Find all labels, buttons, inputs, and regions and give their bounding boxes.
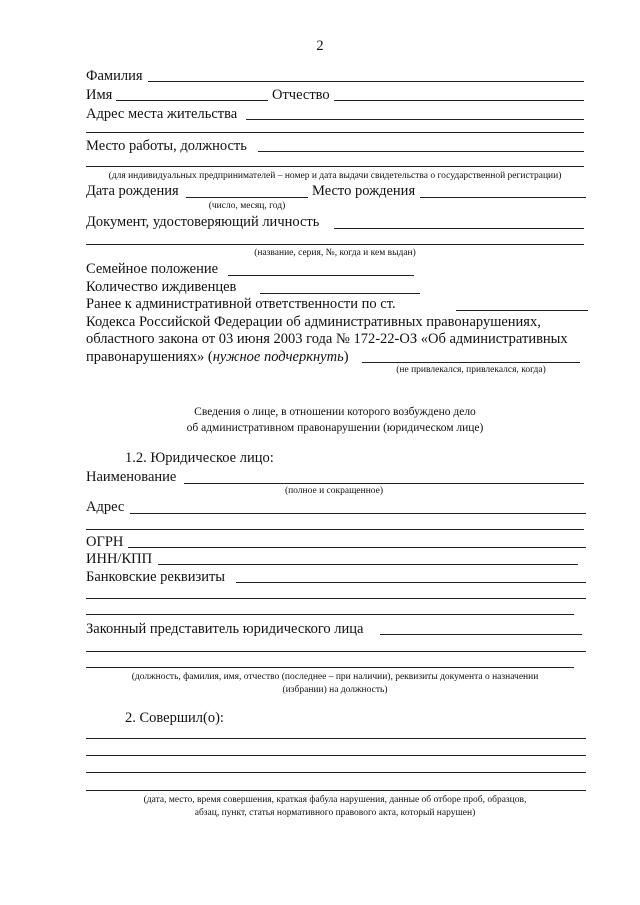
pob-field[interactable] [420,197,586,198]
prior-liability-line3: областного закона от 03 июня 2003 года № 172-22-ОЗ «Об административных [86,331,568,347]
work-field-continued[interactable] [86,166,584,167]
id-doc-hint: (название, серия, №, когда и кем выдан) [254,248,416,258]
legal-rep-field[interactable] [380,634,582,635]
id-doc-field[interactable] [334,228,584,229]
work-label: Место работы, должность [86,138,247,154]
prior-liability-line4-a: правонарушениях» ( [86,349,213,365]
prior-liability-emphasis: нужное подчеркнуть [212,349,344,365]
dependents-field[interactable] [260,293,420,294]
surname-label: Фамилия [86,68,143,84]
id-doc-field-continued[interactable] [86,244,584,245]
address-field-continued[interactable] [86,132,584,133]
pob-label: Место рождения [312,183,416,199]
work-field[interactable] [258,151,584,152]
legal-name-label: Наименование [86,469,177,485]
offense-title: 2. Совершил(о): [125,710,224,726]
marital-field[interactable] [228,275,414,276]
legal-heading-line2: об административном правонарушении (юридическом лице) [186,422,484,434]
address-field[interactable] [246,119,584,120]
ogrn-field[interactable] [128,547,586,548]
dob-hint: (число, месяц, год) [208,201,286,211]
offense-hint-line2: абзац, пункт, статья нормативного правового акта, который нарушен) [194,808,476,818]
prior-article-field[interactable] [456,310,588,311]
marital-label: Семейное положение [86,261,219,277]
legal-address-field-continued[interactable] [86,529,584,530]
legal-rep-hint-line1: (должность, фамилия, имя, отчество (последнее – при наличии), реквизиты документа о назначении [131,672,539,682]
legal-rep-label: Законный представитель юридического лица [86,621,364,637]
inn-kpp-field[interactable] [158,564,578,565]
patronymic-label: Отчество [272,87,330,103]
prior-liability-line4-b: ) [343,349,349,365]
bank-details-field-2[interactable] [86,598,586,599]
prior-liability-hint: (не привлекался, привлекался, когда) [396,365,546,375]
offense-field-3[interactable] [86,772,586,773]
prior-liability-line4 [86,350,349,365]
legal-heading-line1: Сведения о лице, в отношении которого возбуждено дело [194,406,476,418]
work-hint: (для индивидуальных предпринимателей – номер и дата выдачи свидетельства о государственной регистрации) [108,171,562,181]
inn-kpp-label: ИНН/КПП [86,551,153,567]
legal-rep-hint-line2: (избрании) на должность) [282,685,388,695]
prior-liability-field[interactable] [362,362,580,363]
dependents-label: Количество иждивенцев [86,279,237,295]
prior-liability-line1: Ранее к административной ответственности по ст. [86,296,396,312]
id-doc-label: Документ, удостоверяющий личность [86,214,320,230]
name-field[interactable] [116,100,268,101]
dob-label: Дата рождения [86,183,179,199]
surname-field[interactable] [148,81,584,82]
page-number: 2 [316,38,324,54]
legal-name-field[interactable] [184,483,584,484]
legal-address-label: Адрес [86,499,125,515]
legal-address-field[interactable] [130,513,586,514]
offense-hint-line1: (дата, место, время совершения, краткая фабула нарушения, данные об отборе проб, образцов, [143,795,527,805]
legal-section-title: 1.2. Юридическое лицо: [125,450,274,466]
address-label: Адрес места жительства [86,106,238,122]
legal-rep-field-2[interactable] [86,651,586,652]
prior-liability-line2: Кодекса Российской Федерации об административных правонарушениях, [86,314,541,330]
legal-name-hint: (полное и сокращенное) [284,486,384,496]
patronymic-field[interactable] [334,100,584,101]
offense-field-4[interactable] [86,790,586,791]
offense-field-1[interactable] [86,738,586,739]
offense-field-2[interactable] [86,755,586,756]
dob-field[interactable] [186,197,308,198]
bank-details-field[interactable] [236,582,586,583]
ogrn-label: ОГРН [86,534,124,550]
name-label: Имя [86,87,113,103]
legal-rep-field-3[interactable] [86,667,574,668]
bank-details-field-3[interactable] [86,614,574,615]
bank-details-label: Банковские реквизиты [86,569,226,585]
